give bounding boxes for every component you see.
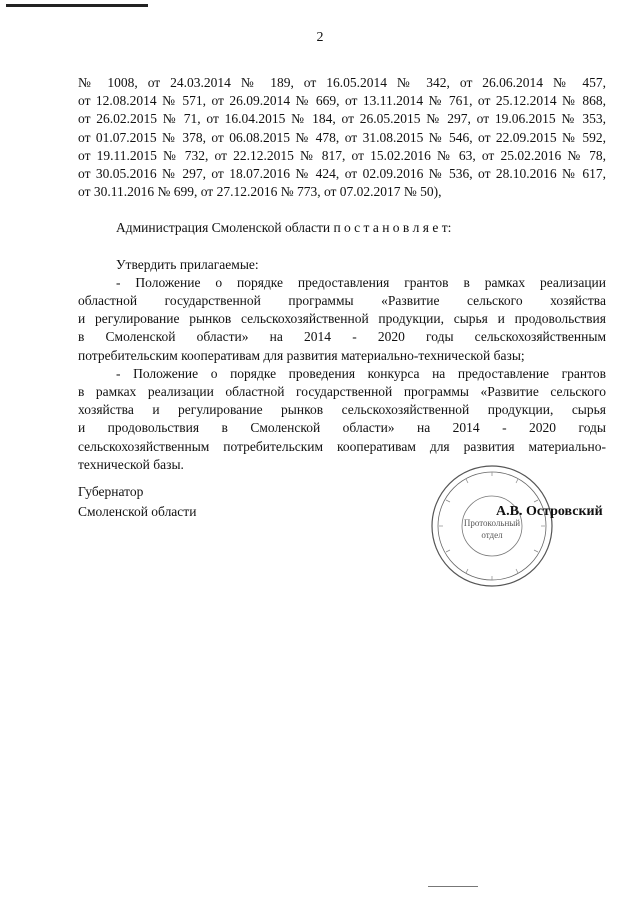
text-line: № 1008, от 24.03.2014 № 189, от 16.05.2014 № 342, от 26.06.2014 № 457, <box>78 75 606 90</box>
text-line: потребительским кооперативам для развития материально-технической базы; <box>78 347 525 363</box>
item-2 <box>78 365 606 474</box>
document-body <box>78 74 606 474</box>
amendments-paragraph <box>78 74 606 201</box>
approve-line: Утвердить прилагаемые: <box>116 256 259 272</box>
page-number: 2 <box>316 30 324 45</box>
resolution-line: Администрация Смоленской области п о с т а н о в л я е т: <box>116 220 452 236</box>
text-line: от 12.08.2014 № 571, от 26.09.2014 № 669, от 13.11.2014 № 761, от 25.12.2014 № 868, <box>78 93 606 109</box>
text-line: технической базы. <box>78 456 184 472</box>
signatory-title-line: Губернатор <box>78 484 144 499</box>
signatory-name: А.В. Островский <box>496 504 603 519</box>
text-line: в рамках реализации областной государственной программы «Развитие сельского <box>78 384 606 400</box>
text-line: от 01.07.2015 № 378, от 06.08.2015 № 478, от 31.08.2015 № 546, от 22.09.2015 № 592, <box>78 129 606 145</box>
text-line: хозяйства и регулирование рынков сельскохозяйственной продукции, сырья <box>78 402 606 418</box>
text-line: областной государственной программы «Развитие сельского хозяйства <box>78 293 606 309</box>
signatory-title-line: Смоленской области <box>78 504 197 519</box>
text-line: и продовольствия в Смоленской области» на 2014 - 2020 годы <box>78 420 606 436</box>
text-line: от 30.11.2016 № 699, от 27.12.2016 № 773, от 07.02.2017 № 50), <box>78 184 442 200</box>
text-line: сельскохозяйственным потребительским кооперативам для развития материально- <box>78 438 606 454</box>
text-line: в Смоленской области» на 2014 - 2020 годы сельскохозяйственным <box>78 329 606 345</box>
official-seal <box>428 462 556 590</box>
seal-inner-text: отдел <box>481 530 503 540</box>
text-line: и регулирование рынков сельскохозяйственной продукции, сырья и продовольствия <box>78 311 606 327</box>
signatory-title <box>78 482 196 522</box>
bottom-mark <box>428 886 478 887</box>
top-rule <box>6 4 148 7</box>
text-line: от 30.05.2016 № 297, от 18.07.2016 № 424, от 02.09.2016 № 536, от 28.10.2016 № 617, <box>78 166 606 182</box>
seal-inner-text: Протокольный <box>463 518 521 528</box>
text-line: от 26.02.2015 № 71, от 16.04.2015 № 184, от 26.05.2015 № 297, от 19.06.2015 № 353, <box>78 111 606 127</box>
text-line: - Положение о порядке проведения конкурса на предоставление грантов <box>116 365 606 381</box>
text-line: - Положение о порядке предоставления грантов в рамках реализации <box>116 274 606 290</box>
item-1 <box>78 274 606 365</box>
text-line: от 19.11.2015 № 732, от 22.12.2015 № 817, от 15.02.2016 № 63, от 25.02.2016 № 78, <box>78 147 606 163</box>
